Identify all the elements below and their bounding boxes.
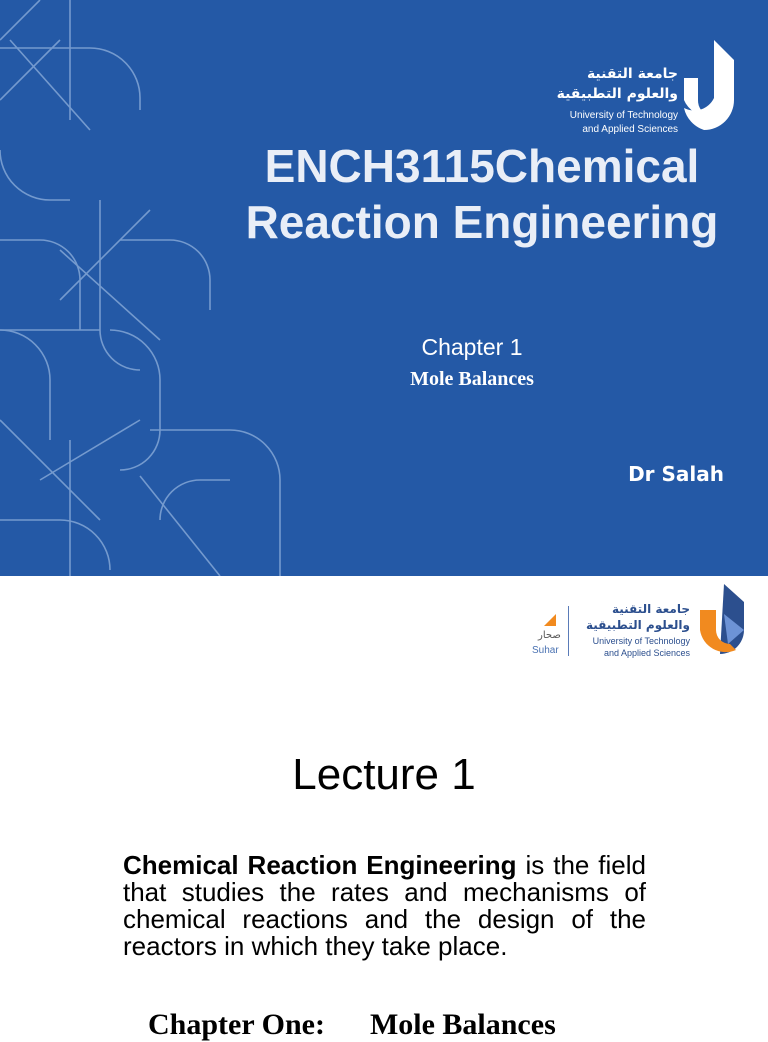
definition-paragraph [123, 852, 646, 960]
university-u-icon [680, 38, 742, 142]
logo-english-line2: and Applied Sciences [582, 124, 678, 135]
decorative-line-pattern [0, 0, 300, 576]
author-name: Dr Salah [628, 462, 724, 486]
campus-english: Suhar [532, 645, 559, 656]
lecture-slide [0, 576, 768, 1041]
chapter-label: Chapter 1 [421, 334, 523, 360]
logo-arabic-line2: والعلوم التطبيقية [585, 618, 690, 632]
chapter-heading: Chapter One: Mole Balances [148, 1008, 556, 1041]
definition-term: Chemical Reaction Engineering [123, 850, 517, 880]
logo-english-line1: University of Technology [569, 110, 678, 121]
definition-text: is the field that studies the rates and mechanisms of chemical reactions and the design of the reactors in which they take place. [123, 850, 646, 961]
lecture-heading: Lecture 1 [292, 750, 476, 799]
logo-english-line2: and Applied Sciences [603, 648, 690, 658]
logo-english-line1: University of Technology [592, 636, 690, 646]
chapter-subtitle: Mole Balances [410, 368, 534, 390]
suhar-mark-icon [544, 614, 556, 626]
logo-arabic-line2: والعلوم التطبيقية [556, 86, 678, 102]
university-logo [540, 38, 750, 142]
campus-arabic: صحار [538, 630, 561, 641]
logo-arabic-line1: جامعة التقنية [586, 66, 678, 82]
university-logo-color [528, 580, 760, 660]
logo-divider [568, 606, 569, 656]
university-u-color-icon [698, 584, 754, 660]
course-title: ENCH3115Chemical Reaction Engineering [245, 140, 719, 248]
logo-arabic-line1: جامعة التقنية [611, 602, 690, 616]
